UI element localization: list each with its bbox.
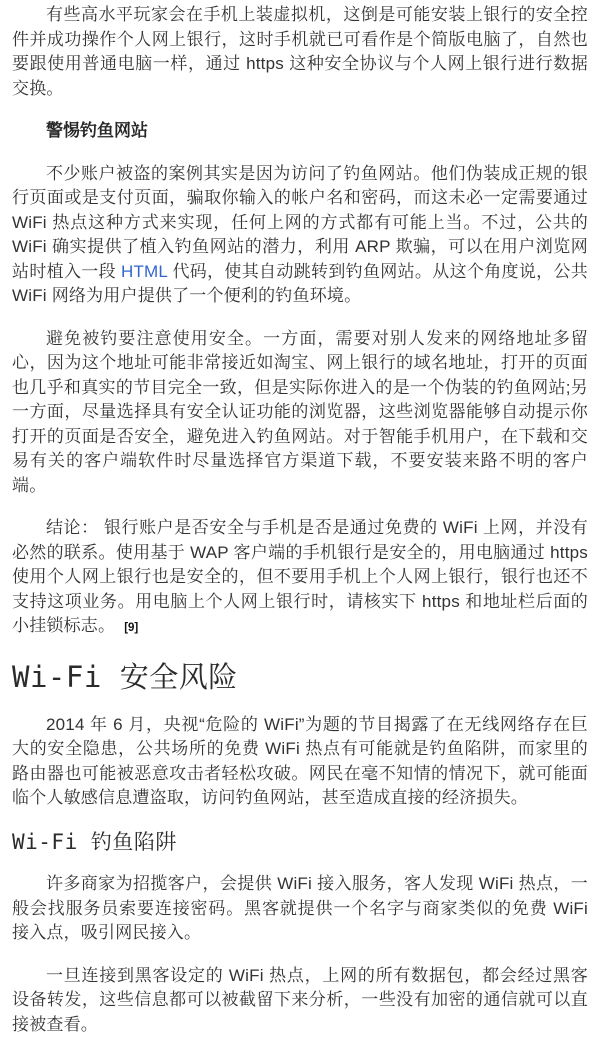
- heading-wifi-security-risk: Wi-Fi 安全风险: [12, 659, 238, 694]
- paragraph-merchants-wifi: 许多商家为招揽客户，会提供 WiFi 接入服务，客人发现 WiFi 热点，一般会找服务员索要连接密码。黑客就提供一个名字与商家类似的免费 WiFi 接入点，吸引网民接入。: [12, 874, 588, 943]
- paragraph-virtual-machine: 有些高水平玩家会在手机上装虚拟机，这倒是可能安装上银行的安全控件并成功操作个人网上银行，这时手机就已可看作是个简版电脑了，自然也要跟使用普通电脑一样，通过 https 这种安全协议与个人网上银行进行数据交换。: [12, 5, 588, 98]
- html-link[interactable]: HTML: [120, 261, 168, 281]
- citation-ref-9[interactable]: [9]: [124, 622, 139, 634]
- paragraph-conclusion-text: 结论： 银行账户是否安全与手机是否是通过免费的 WiFi 上网，并没有必然的联系。使用基于 WAP 客户端的手机银行是安全的，用电脑通过 https 使用个人网上银行也是安全的，但不要用手机上个人网上银行，银行也还不支持这项业务。用电脑上个人网上银行时，请核实下 https 和地址栏后面的小挂锁标志。: [12, 518, 588, 635]
- mini-heading-beware-phishing: 警惕钓鱼网站: [46, 121, 148, 140]
- paragraph-conclusion: [12, 516, 588, 641]
- paragraph-phishing-sites: [12, 162, 588, 309]
- paragraph-avoid-phishing: 避免被钓要注意使用安全。一方面，需要对别人发来的网络地址多留心，因为这个地址可能非常接近如淘宝、网上银行的域名地址，打开的页面也几乎和真实的节目完全一致，但是实际你进入的是一个伪装的钓鱼网站;另一方面，尽量选择具有安全认证功能的浏览器，这些浏览器能够自动提示你打开的页面是否安全，避免进入钓鱼网站。对于智能手机用户，在下载和交易有关的客户端软件时尽量选择官方渠道下载，不要安装来路不明的客户端。: [12, 328, 588, 495]
- paragraph-phishing-text-pre: 不少账户被盗的案例其实是因为访问了钓鱼网站。他们伪装成正规的银行页面或是支付页面，骗取你输入的帐户名和密码，而这未必一定需要通过 WiFi 热点这种方式来实现，任何上网的方式都有可能上当。不过，公共的 WiFi 确实提供了植入钓鱼网站的潜力，利用 ARP 欺骗，可以在用户浏览网站时植入一段: [12, 163, 588, 281]
- heading-wifi-phishing-trap: Wi-Fi 钓鱼陷阱: [12, 829, 177, 854]
- paragraph-phishing-text-post: 代码，使其自动跳转到钓鱼网站。从这个角度说，公共 WiFi 网络为用户提供了一个便利的钓鱼环境。: [12, 261, 588, 305]
- paragraph-hacker-hotspot: 一旦连接到黑客设定的 WiFi 热点，上网的所有数据包，都会经过黑客设备转发，这些信息都可以被截留下来分析，一些没有加密的通信就可以直接被查看。: [12, 965, 588, 1034]
- paragraph-cctv-report: 2014 年 6 月，央视“危险的 WiFi”为题的节目揭露了在无线网络存在巨大的安全隐患，公共场所的免费 WiFi 热点有可能就是钓鱼陷阱，而家里的路由器也可能被恶意攻击者轻松攻破。网民在毫不知情的情况下，就可能面临个人敏感信息遭盗取，访问钓鱼网站，甚至造成直接的经济损失。: [12, 714, 588, 808]
